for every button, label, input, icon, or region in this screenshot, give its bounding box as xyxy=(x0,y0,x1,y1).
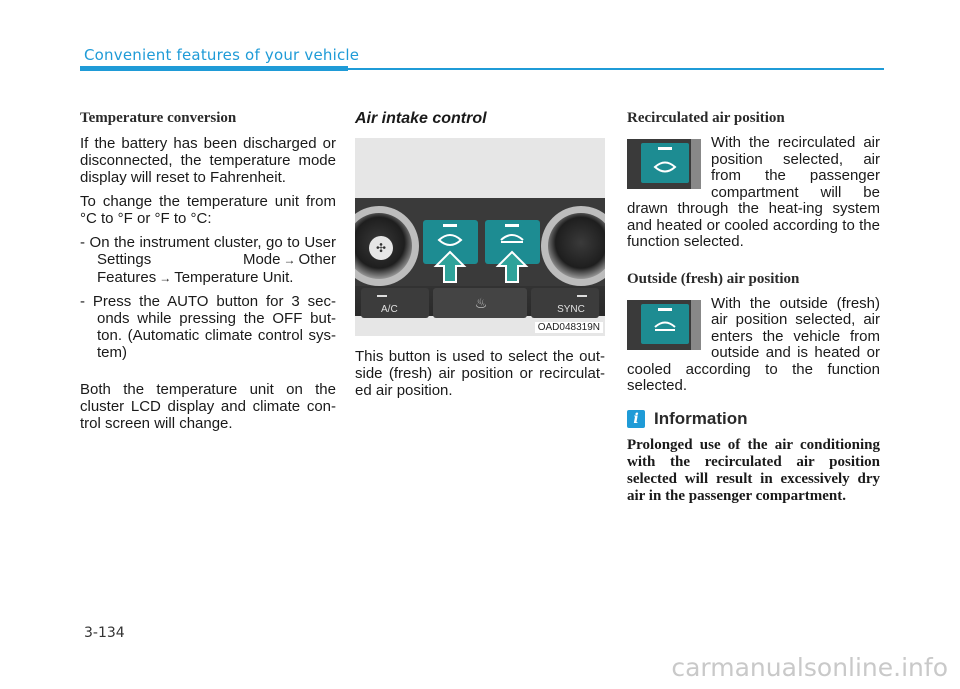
figure-code: OAD048319N xyxy=(535,322,603,333)
page-number: 3-134 xyxy=(84,625,125,641)
column-air-intake xyxy=(355,110,605,406)
fresh-air-thumbnail xyxy=(627,300,701,350)
header-accent-bar xyxy=(80,66,348,71)
arrow-right-icon: → xyxy=(159,271,172,285)
column-air-positions xyxy=(627,110,880,505)
ac-label: A/C xyxy=(381,304,398,315)
recirculated-air-thumbnail xyxy=(627,139,701,189)
change-unit-paragraph: To change the temperature unit from °C to °F or °F to °C: xyxy=(80,193,336,227)
fresh-air-section xyxy=(627,296,880,395)
header-rule xyxy=(348,68,884,70)
arrow-right-icon: → xyxy=(283,253,296,267)
defrost-icon: ♨ xyxy=(474,296,488,312)
information-body: Prolonged use of the air conditioning with the recirculated air position selected will result in excessively dry air in the passenger compartment. xyxy=(627,436,880,504)
list-item-text: Temperature Unit. xyxy=(174,269,294,286)
list-item-text: - On the instrument cluster, go to User Settings Mode xyxy=(80,234,336,268)
air-intake-heading: Air intake control xyxy=(355,110,487,127)
information-title: Information xyxy=(654,408,748,428)
info-icon: i xyxy=(627,410,645,428)
column-temperature-conversion xyxy=(80,110,336,439)
climate-control-panel-illustration xyxy=(355,138,605,336)
recirculated-heading: Recirculated air position xyxy=(627,110,785,126)
watermark: carmanualsonline.info xyxy=(671,653,948,682)
climate-panel-svg xyxy=(355,138,605,336)
temperature-conversion-heading: Temperature conversion xyxy=(80,110,237,126)
fresh-air-text: With the outside (fresh) air position selected, air enters the vehicle from outside and is heated or cooled according to the function selected. xyxy=(627,295,880,394)
list-item-text: Other Features xyxy=(97,251,336,286)
recirculated-text: With the recirculated air position selected, air from the passenger compartment will be drawn through the heat-ing system and heated or cooled according to the function selected. xyxy=(627,135,880,250)
svg-text:✣: ✣ xyxy=(375,241,387,255)
list-item-cluster xyxy=(80,234,336,287)
air-intake-paragraph: This button is used to select the out-side (fresh) air position or recirculat-ed air position. xyxy=(355,348,605,399)
both-units-paragraph: Both the temperature unit on the cluster LCD display and climate con-trol screen will change. xyxy=(80,381,336,432)
battery-paragraph: If the battery has been discharged or disconnected, the temperature mode display will reset to Fahrenheit. xyxy=(80,135,336,186)
list-item-auto-button: - Press the AUTO button for 3 sec-onds while pressing the OFF but-ton. (Automatic climate control sys-tem) xyxy=(80,293,336,361)
information-header xyxy=(627,409,880,429)
recirculated-section xyxy=(627,135,880,251)
sync-label: SYNC xyxy=(557,304,585,315)
fresh-air-heading: Outside (fresh) air position xyxy=(627,270,800,287)
section-title: Convenient features of your vehicle xyxy=(84,46,360,64)
